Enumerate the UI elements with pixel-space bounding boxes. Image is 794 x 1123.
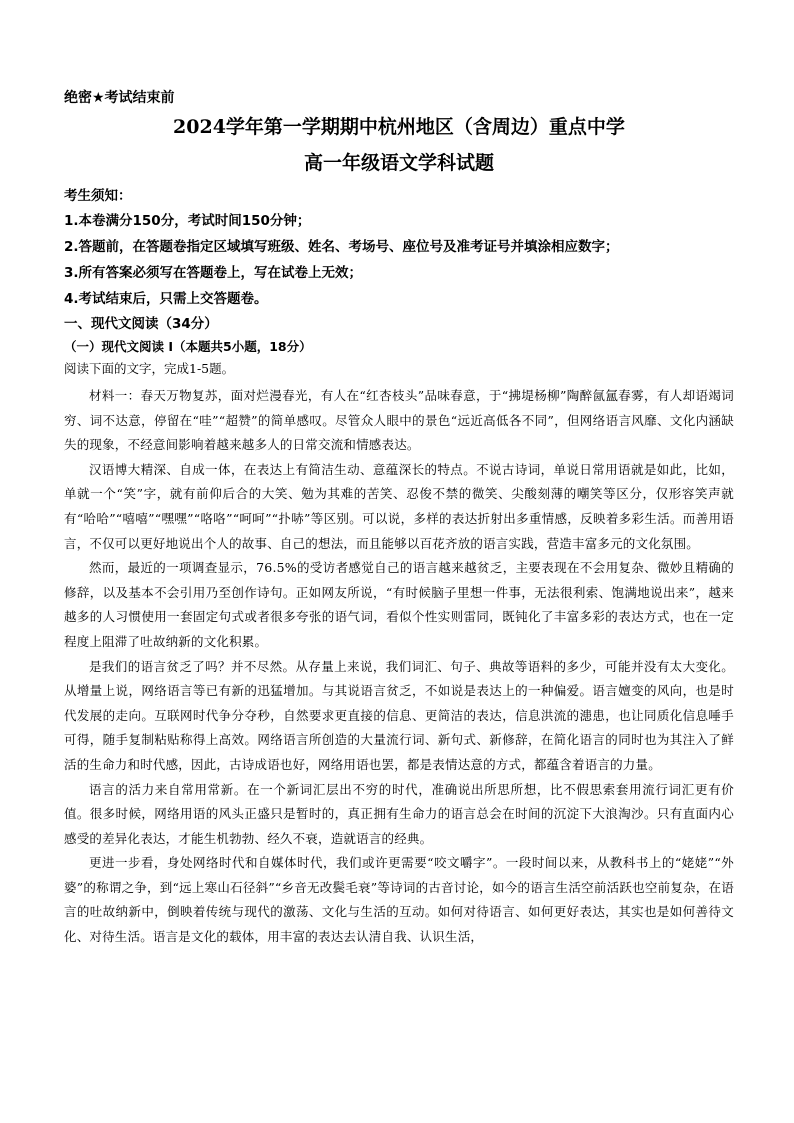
passage-paragraph: 然而，最近的一项调查显示，76.5%的受访者感觉自己的语言越来越贫乏，主要表现在不会用复杂、微妙且精确的修辞，以及基本不会引用乃至创作诗句。正如网友所说，“有时候脑子里想一件事，无法很利索、饱满地说出来”，越来越多的人习惯使用一套固定句式或者很多夸张的语气词，看似个性实则雷同，既钝化了丰富多彩的表达方式，也在一定程度上阻滞了吐故纳新的文化积累。 [64, 560, 734, 649]
passage-paragraph: 语言的活力来自常用常新。在一个新词汇层出不穷的时代，准确说出所思所想，比不假思索套用流行词汇更有价值。很多时候，网络用语的风头正盛只是暂时的，真正拥有生命力的语言总会在时间的沉淀下大浪淘沙。只有直面内心感受的差异化表达，才能生机勃勃、经久不衰，造就语言的经典。 [64, 781, 734, 846]
notice-item: 1.本卷满分150分，考试时间150分钟； [64, 213, 311, 229]
passage-paragraph: 材料一：春天万物复苏，面对烂漫春光，有人在“红杏枝头”品味春意，于“拂堤杨柳”陶醉氤氲春雾，有人却语竭词穷、词不达意，停留在“哇”“超赞”的简单感叹。尽管众人眼中的景色“远近高低各不同”，但网络语言风靡、文化内涵缺失的现象，不经意间影响着越来越多人的日常交流和情感表达。 [64, 388, 734, 453]
passage-paragraph: 是我们的语言贫乏了吗？并不尽然。从存量上来说，我们词汇、句子、典故等语料的多少，可能并没有太大变化。从增量上说，网络语言等已有新的迅猛增加。与其说语言贫乏，不如说是表达上的一种偏爱。语言嬗变的风向，也是时代发展的走向。互联网时代争分夺秒，自然要求更直接的信息、更简洁的表达，信息洪流的漶患，也让同质化信息唾手可得，随手复制粘贴称得上高效。网络语言所创造的大量流行词、新句式、新修辞，在简化语言的同时也为其注入了鲜活的生命力和时代感，因此，古诗成语也好，网络用语也罢，都是表情达意的方式，都蕴含着语言的力量。 [64, 658, 734, 772]
passage-paragraph: 更进一步看，身处网络时代和自媒体时代，我们或许更需要“咬文嚼字”。一段时间以来，从教科书上的“姥姥”“外婆”的称谓之争，到“远上寒山石径斜”“乡音无改鬓毛衰”等诗词的古音讨论，如今的语言生活空前活跃也空前复杂，在语言的吐故纳新中，倒映着传统与现代的激荡、文化与生活的互动。如何对待语言、如何更好表达，其实也是如何善待文化、对待生活。语言是文化的载体，用丰富的表达去认清自我、认识生活， [64, 855, 734, 945]
notice-block [64, 184, 734, 312]
notice-heading: 考生须知： [64, 188, 132, 204]
notice-item: 3.所有答案必须写在答题卷上，写在试卷上无效； [64, 265, 363, 281]
reading-section [64, 312, 734, 950]
notice-item: 4.考试结束后，只需上交答题卷。 [64, 291, 268, 307]
subsection-title: （一）现代文阅读 I（本题共5小题，18分） [64, 339, 312, 354]
notice-item: 2.答题前，在答题卷指定区域填写班级、姓名、考场号、座位号及准考证号并填涂相应数字； [64, 239, 619, 255]
passage-paragraph: 汉语博大精深、自成一体，在表达上有简洁生动、意蕴深长的特点。不说古诗词，单说日常用语就是如此，比如，单就一个“笑”字，就有前仰后合的大笑、勉为其难的苦笑、忍俊不禁的微笑、尖酸刻薄的嘲笑等区分，仅形容笑声就有“哈哈”“嘻嘻”“嘿嘿”“咯咯”“呵呵”“扑哧”等区别。可以说，多样的表达折射出多重情感，反映着多彩生活。而善用语言，不仅可以更好地说出个人的故事、自己的想法，而且能够以百花齐放的语言实践，营造丰富多元的文化氛围。 [64, 461, 734, 551]
reading-instruction: 阅读下面的文字，完成1-5题。 [64, 361, 235, 376]
exam-subtitle: 高一年级语文学科试题 [303, 152, 494, 174]
section-title: 一、现代文阅读（34分） [64, 316, 218, 332]
exam-title: 2024学年第一学期期中杭州地区（含周边）重点中学 [173, 116, 625, 138]
exam-page [64, 88, 734, 950]
secret-mark: 绝密★考试结束前 [64, 90, 175, 106]
